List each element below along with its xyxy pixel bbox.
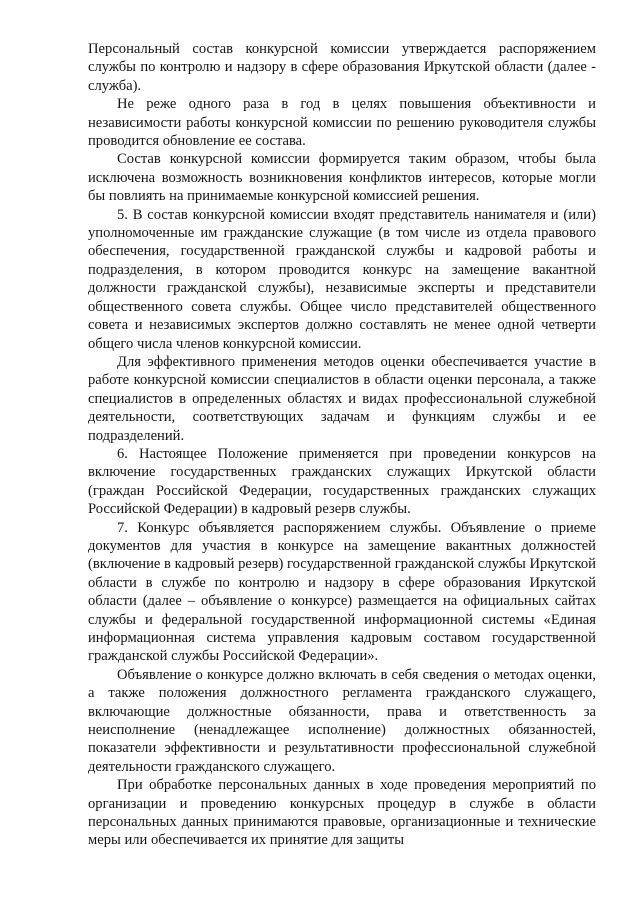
paragraph-personal-data: При обработке персональных данных в ходе проведения мероприятий по организации и проведению конкурсных процедур в службе в области персональных данных принимаются правовые, организационные и технические меры или обеспечивается их принятие для защиты	[88, 777, 596, 849]
paragraph-item-6: 6. Настоящее Положение применяется при проведении конкурсов на включение государственных гражданских служащих Иркутской области (граждан Российской Федерации, государственных гражданских служащих Российской Федерации) в кадровый резерв службы.	[88, 445, 596, 518]
paragraph-assessment-specialists: Для эффективного применения методов оценки обеспечивается участие в работе конкурсной комиссии специалистов в области оценки персонала, а также специалистов в определенных областях и видах профессиональной служебной деятельности, соответствующих задачам и функциям службы и ее подразделений.	[88, 353, 596, 444]
paragraph-commission-renewal: Не реже одного раза в год в целях повышения объективности и независимости работы конкурсной комиссии по решению руководителя службы проводится обновление ее состава.	[88, 96, 596, 150]
paragraph-announcement-contents: Объявление о конкурсе должно включать в себя сведения о методах оценки, а также положения должностного регламента гражданского служащего, включающие должностные обязанности, права и ответственность за неисполнение (ненадлежащее исполнение) должностных обязанностей, показатели эффективности и результативности профессиональной служебной деятельности гражданского служащего.	[88, 666, 596, 775]
paragraph-conflict-of-interest: Состав конкурсной комиссии формируется таким образом, чтобы была исключена возможность возникновения конфликтов интересов, которые могли бы повлиять на принимаемые конкурсной комиссией решения.	[88, 151, 596, 205]
paragraph-commission-composition-approval: Персональный состав конкурсной комиссии утверждается распоряжением службы по контролю и надзору в сфере образования Иркутской области (далее - служба).	[88, 41, 596, 94]
paragraph-item-5: 5. В состав конкурсной комиссии входят представитель нанимателя и (или) уполномоченные им гражданские служащие (в том числе из отдела правового обеспечения, государственной гражданской службы и кадровой работы и подразделения, в котором проводится конкурс на замещение вакантной должности гражданской службы), независимые эксперты и представители общественного совета службы. Общее число представителей общественного совета и независимых экспертов должно составлять не менее одной четверти общего числа членов конкурсной комиссии.	[88, 206, 596, 352]
paragraph-item-7: 7. Конкурс объявляется распоряжением службы. Объявление о приеме документов для участия в конкурсе на замещение вакантных должностей (включение в кадровый резерв) государственной гражданской службы Иркутской области в службе по контролю и надзору в сфере образования Иркутской области (далее – объявление о конкурсе) размещается на официальных сайтах службы и федеральной государственной информационной системы «Единая информационная система управления кадровым составом государственной гражданской службы Российской Федерации».	[88, 519, 596, 665]
document-body	[88, 40, 596, 850]
